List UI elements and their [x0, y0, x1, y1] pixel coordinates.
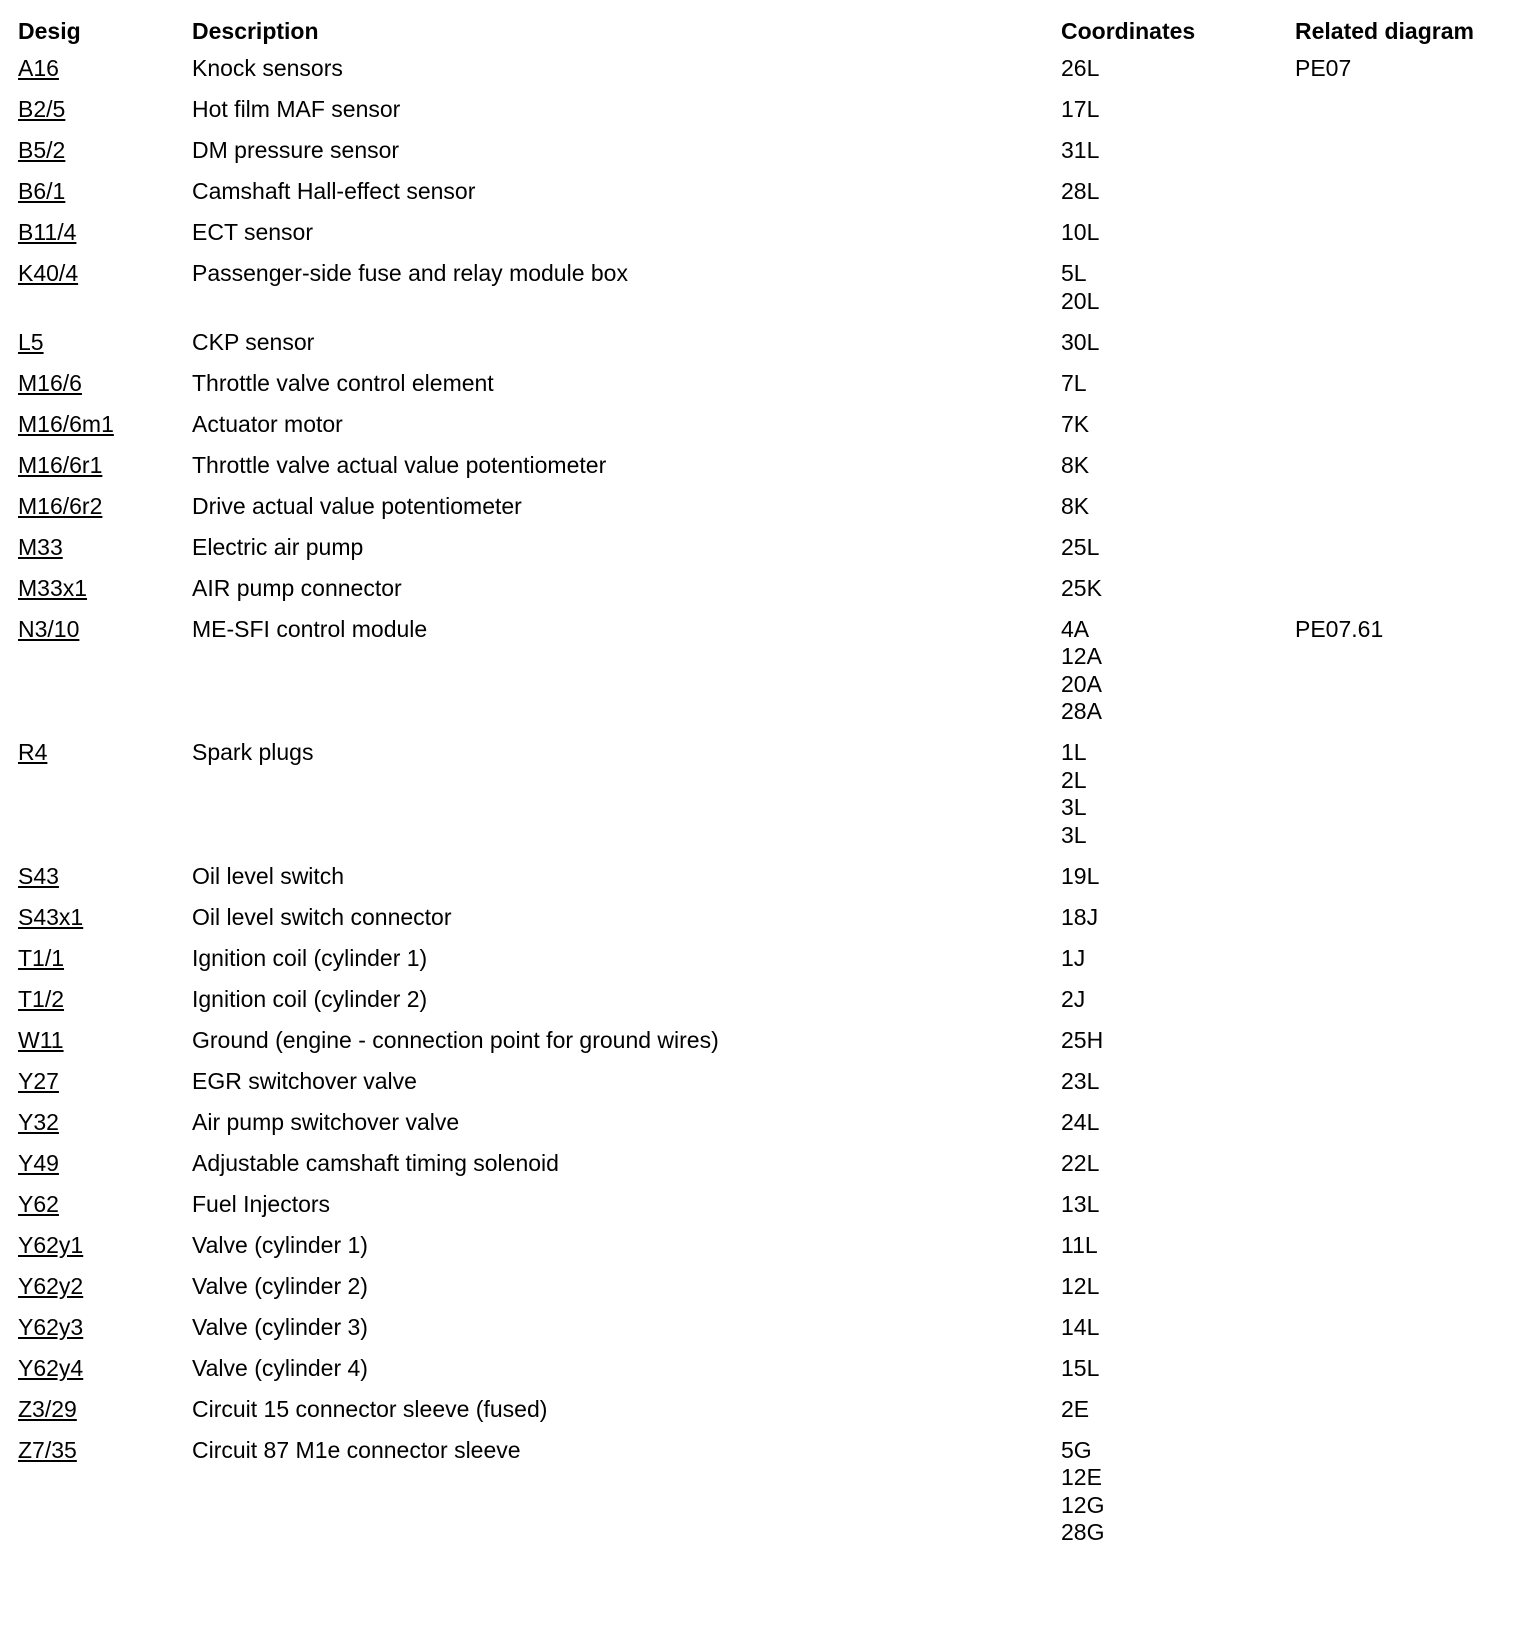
header-coordinates: Coordinates [1061, 18, 1196, 44]
coordinates-cell [1061, 616, 1295, 726]
desig-cell [18, 452, 192, 480]
coordinate-value: 23L [1061, 1067, 1100, 1094]
description-cell: ME-SFI control module [192, 615, 428, 642]
desig-link[interactable]: B2/5 [18, 96, 66, 122]
table-row [18, 575, 1508, 616]
desig-link[interactable]: T1/2 [18, 985, 65, 1012]
header-desig: Desig [18, 18, 81, 44]
desig-cell [18, 1396, 192, 1424]
coordinate-value: 11L [1061, 1231, 1098, 1258]
coordinate-value: 12L [1061, 1272, 1100, 1299]
desig-link[interactable]: Y49 [18, 1149, 59, 1176]
description-cell: Passenger-side fuse and relay module box [192, 260, 628, 286]
table-row [18, 219, 1508, 260]
description-cell: Valve (cylinder 3) [192, 1313, 368, 1340]
desig-cell [18, 137, 192, 165]
coordinate-value: 1L [1061, 739, 1087, 765]
desig-cell [18, 493, 192, 521]
desig-link[interactable]: Y62y2 [18, 1272, 84, 1299]
coordinate-value: 25H [1061, 1026, 1104, 1053]
description-cell: Adjustable camshaft timing solenoid [192, 1149, 559, 1176]
desig-link[interactable]: S43 [18, 862, 59, 889]
coordinate-value: 26L [1061, 55, 1100, 81]
coordinates-cell [1061, 1314, 1295, 1342]
coordinate-value: 3L [1061, 821, 1087, 848]
description-cell: Ignition coil (cylinder 2) [192, 985, 428, 1012]
description-cell: Actuator motor [192, 410, 343, 437]
coordinate-value: 31L [1061, 137, 1100, 163]
coordinate-value: 20L [1061, 287, 1100, 314]
desig-cell [18, 96, 192, 124]
table-row [18, 534, 1508, 575]
coordinates-cell [1061, 863, 1295, 891]
coordinates-cell [1061, 986, 1295, 1014]
coordinates-cell [1061, 96, 1295, 124]
desig-cell [18, 945, 192, 973]
table-row [18, 329, 1508, 370]
table-row [18, 452, 1508, 493]
table-row [18, 1068, 1508, 1109]
coordinate-value: 28A [1061, 698, 1102, 724]
desig-link[interactable]: B5/2 [18, 137, 66, 163]
table-row [18, 1191, 1508, 1232]
table-body [18, 55, 1508, 1560]
table-row [18, 1027, 1508, 1068]
header-description: Description [192, 18, 319, 44]
coordinate-value: 22L [1061, 1149, 1100, 1176]
table-row [18, 1273, 1508, 1314]
table-row [18, 178, 1508, 219]
description-cell: Air pump switchover valve [192, 1108, 460, 1135]
coordinate-value: 19L [1061, 862, 1100, 889]
coordinate-value: 24L [1061, 1108, 1100, 1135]
desig-link[interactable]: M33 [18, 533, 63, 560]
coordinate-value: 12A [1061, 643, 1102, 669]
coordinate-value: 10L [1061, 219, 1100, 245]
coordinates-cell [1061, 1232, 1295, 1260]
description-cell: Ignition coil (cylinder 1) [192, 944, 428, 971]
coordinate-value: 3L [1061, 794, 1087, 820]
coordinate-value: 2J [1061, 985, 1086, 1012]
desig-link[interactable]: M16/6r1 [18, 451, 103, 478]
desig-cell [18, 260, 192, 288]
table-row [18, 1437, 1508, 1561]
coordinates-cell [1061, 370, 1295, 398]
desig-cell [18, 739, 192, 767]
desig-link[interactable]: Y62 [18, 1190, 59, 1217]
coordinate-value: 8K [1061, 451, 1090, 478]
description-cell: Oil level switch [192, 862, 345, 889]
desig-link[interactable]: Y62y4 [18, 1354, 84, 1381]
coordinate-value: 5L [1061, 260, 1087, 286]
coordinate-value: 25K [1061, 574, 1102, 601]
desig-cell [18, 1314, 192, 1342]
desig-link[interactable]: K40/4 [18, 260, 79, 286]
desig-cell [18, 1068, 192, 1096]
coordinates-cell [1061, 411, 1295, 439]
coordinate-value: 2L [1061, 766, 1087, 793]
related-diagram-cell: PE07.61 [1295, 615, 1384, 642]
coordinate-value: 12G [1061, 1491, 1105, 1518]
desig-link[interactable]: B6/1 [18, 178, 66, 204]
table-row [18, 1396, 1508, 1437]
coordinates-cell [1061, 945, 1295, 973]
desig-link[interactable]: Z7/35 [18, 1436, 77, 1463]
description-cell: Electric air pump [192, 533, 364, 560]
coordinates-cell [1061, 137, 1295, 165]
coordinate-value: 28G [1061, 1519, 1105, 1545]
description-cell: Camshaft Hall-effect sensor [192, 178, 476, 204]
desig-cell [18, 863, 192, 891]
desig-cell [18, 411, 192, 439]
coordinates-cell [1061, 452, 1295, 480]
description-cell: Circuit 87 M1e connector sleeve [192, 1436, 521, 1463]
description-cell: AIR pump connector [192, 574, 402, 601]
table-row [18, 55, 1508, 96]
coordinates-cell [1061, 1355, 1295, 1383]
desig-link[interactable]: S43x1 [18, 903, 84, 930]
table-row [18, 370, 1508, 411]
coordinates-cell [1061, 329, 1295, 357]
table-row [18, 986, 1508, 1027]
component-legend-table [18, 17, 1508, 1560]
coordinate-value: 7K [1061, 410, 1090, 437]
desig-cell [18, 1027, 192, 1055]
coordinate-value: 8K [1061, 492, 1090, 519]
header-related-diagram: Related diagram [1295, 18, 1474, 44]
coordinates-cell [1061, 1273, 1295, 1301]
coordinates-cell [1061, 739, 1295, 849]
desig-cell [18, 55, 192, 83]
table-row [18, 411, 1508, 452]
table-row [18, 493, 1508, 534]
table-row [18, 96, 1508, 137]
desig-link[interactable]: B11/4 [18, 219, 77, 245]
description-cell: ECT sensor [192, 219, 314, 245]
coordinates-cell [1061, 1068, 1295, 1096]
coordinates-cell [1061, 1027, 1295, 1055]
desig-link[interactable]: W11 [18, 1026, 64, 1053]
description-cell: Throttle valve control element [192, 369, 494, 396]
desig-link[interactable]: Z3/29 [18, 1395, 77, 1422]
coordinate-value: 14L [1061, 1313, 1100, 1340]
coordinate-value: 18J [1061, 903, 1099, 930]
desig-cell [18, 986, 192, 1014]
description-cell: Circuit 15 connector sleeve (fused) [192, 1395, 548, 1422]
desig-cell [18, 1232, 192, 1260]
desig-cell [18, 1437, 192, 1465]
table-row [18, 616, 1508, 740]
table-row [18, 1314, 1508, 1355]
desig-link[interactable]: M16/6m1 [18, 410, 114, 437]
description-cell: Valve (cylinder 1) [192, 1231, 368, 1258]
desig-cell [18, 534, 192, 562]
desig-cell [18, 1355, 192, 1383]
coordinates-cell [1061, 55, 1295, 83]
desig-link[interactable]: Y32 [18, 1108, 59, 1135]
desig-link[interactable]: L5 [18, 328, 44, 355]
desig-cell [18, 329, 192, 357]
description-cell: Fuel Injectors [192, 1190, 331, 1217]
coordinate-value: 25L [1061, 533, 1100, 560]
related-diagram-cell: PE07 [1295, 55, 1352, 81]
desig-cell [18, 575, 192, 603]
description-cell: Throttle valve actual value potentiometer [192, 451, 607, 478]
description-cell: CKP sensor [192, 328, 315, 355]
description-cell: Spark plugs [192, 739, 314, 765]
desig-cell [18, 904, 192, 932]
description-cell: Hot film MAF sensor [192, 96, 401, 122]
table-row [18, 260, 1508, 329]
desig-link[interactable]: A16 [18, 55, 59, 81]
description-cell: Valve (cylinder 4) [192, 1354, 368, 1381]
coordinate-value: 30L [1061, 328, 1100, 355]
coordinates-cell [1061, 219, 1295, 247]
table-row [18, 1150, 1508, 1191]
table-row [18, 137, 1508, 178]
desig-link[interactable]: R4 [18, 739, 48, 765]
table-row [18, 904, 1508, 945]
coordinate-value: 17L [1061, 96, 1100, 122]
description-cell: Oil level switch connector [192, 903, 452, 930]
desig-link[interactable]: N3/10 [18, 615, 80, 642]
description-cell: Ground (engine - connection point for ground wires) [192, 1026, 719, 1053]
table-row [18, 1232, 1508, 1273]
desig-link[interactable]: M16/6 [18, 369, 82, 396]
description-cell: DM pressure sensor [192, 137, 400, 163]
coordinate-value: 20A [1061, 670, 1102, 697]
desig-cell [18, 1109, 192, 1137]
desig-link[interactable]: T1/1 [18, 944, 65, 971]
coordinate-value: 5G [1061, 1436, 1092, 1463]
desig-cell [18, 370, 192, 398]
table-row [18, 863, 1508, 904]
table-row [18, 1355, 1508, 1396]
coordinate-value: 12E [1061, 1464, 1102, 1490]
desig-link[interactable]: Y62y3 [18, 1313, 84, 1340]
desig-link[interactable]: M16/6r2 [18, 492, 103, 519]
table-row [18, 1109, 1508, 1150]
coordinates-cell [1061, 1437, 1295, 1547]
desig-cell [18, 1150, 192, 1178]
desig-cell [18, 1273, 192, 1301]
coordinates-cell [1061, 575, 1295, 603]
description-cell: Knock sensors [192, 55, 343, 81]
coordinates-cell [1061, 904, 1295, 932]
coordinate-value: 13L [1061, 1190, 1100, 1217]
coordinate-value: 28L [1061, 178, 1100, 204]
desig-cell [18, 1191, 192, 1219]
table-row [18, 739, 1508, 863]
coordinates-cell [1061, 493, 1295, 521]
table-row [18, 945, 1508, 986]
coordinate-value: 15L [1061, 1354, 1100, 1381]
coordinates-cell [1061, 178, 1295, 206]
description-cell: Drive actual value potentiometer [192, 492, 522, 519]
desig-cell [18, 219, 192, 247]
coordinate-value: 7L [1061, 369, 1087, 396]
desig-cell [18, 616, 192, 644]
desig-link[interactable]: M33x1 [18, 574, 88, 601]
coordinates-cell [1061, 1396, 1295, 1424]
coordinate-value: 2E [1061, 1395, 1090, 1422]
description-cell: Valve (cylinder 2) [192, 1272, 368, 1299]
description-cell: EGR switchover valve [192, 1067, 417, 1094]
coordinate-value: 1J [1061, 944, 1086, 971]
coordinates-cell [1061, 260, 1295, 315]
coordinates-cell [1061, 1191, 1295, 1219]
coordinates-cell [1061, 1109, 1295, 1137]
desig-link[interactable]: Y27 [18, 1067, 59, 1094]
coordinates-cell [1061, 1150, 1295, 1178]
coordinates-cell [1061, 534, 1295, 562]
table-header [18, 17, 1508, 55]
coordinate-value: 4A [1061, 615, 1090, 642]
desig-cell [18, 178, 192, 206]
desig-link[interactable]: Y62y1 [18, 1231, 84, 1258]
